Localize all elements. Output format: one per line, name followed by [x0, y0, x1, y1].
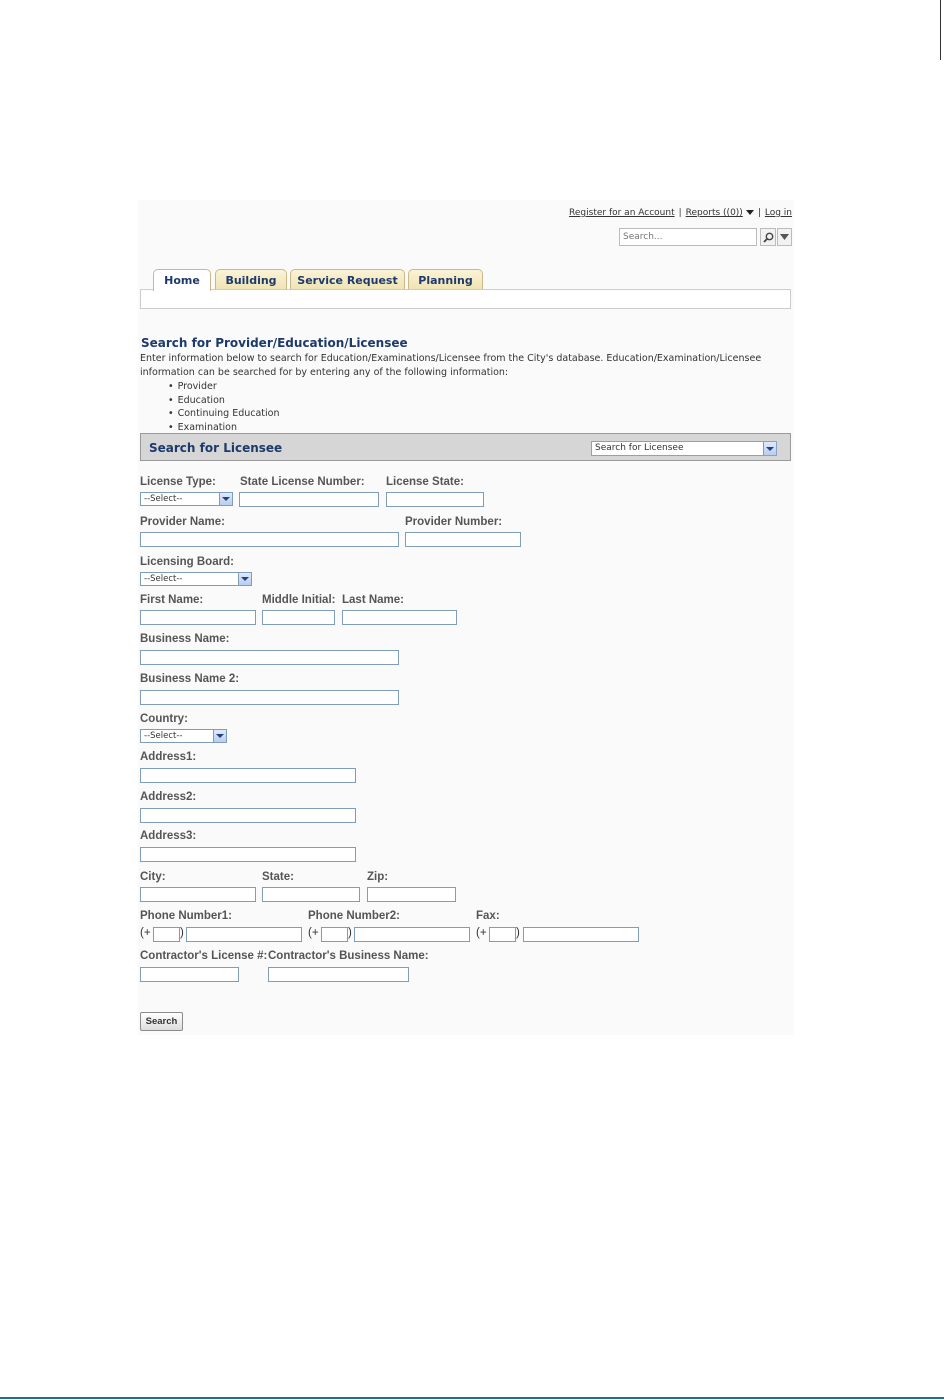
address2-label: Address2:	[140, 791, 197, 803]
phone2-suffix: )	[348, 927, 352, 939]
list-item: • Education	[168, 394, 280, 408]
provider-name-label: Provider Name:	[140, 516, 226, 528]
chevron-down-icon	[763, 442, 776, 455]
business-name-2-label: Business Name 2:	[140, 673, 240, 685]
contractor-business-label: Contractor's Business Name:	[268, 950, 429, 962]
tab-planning[interactable]: Planning	[408, 269, 483, 290]
address1-label: Address1:	[140, 751, 197, 763]
business-name-2-input[interactable]	[140, 690, 399, 705]
address3-input[interactable]	[140, 847, 356, 862]
licensing-board-select[interactable]	[140, 572, 252, 586]
reports-dropdown-icon[interactable]	[746, 210, 754, 215]
page-description: Enter information below to search for Education/Examinations/Licensee from the City's database. Education/Examination/Licensee information can be searched for by entering any of the following information:	[140, 353, 762, 378]
list-item: • Provider	[168, 380, 280, 394]
tab-service-request[interactable]: Service Request	[290, 269, 405, 290]
list-item: • Continuing Education	[168, 407, 280, 421]
provider-number-label: Provider Number:	[405, 516, 503, 528]
address1-input[interactable]	[140, 768, 356, 783]
phone1-suffix: )	[180, 927, 184, 939]
chevron-down-icon	[219, 493, 232, 505]
global-search-input[interactable]	[619, 228, 757, 246]
city-label: City:	[140, 871, 166, 883]
chevron-down-icon	[238, 573, 251, 585]
phone2-label: Phone Number2:	[308, 910, 401, 922]
fax-label: Fax:	[476, 910, 500, 922]
first-name-input[interactable]	[140, 610, 256, 625]
tab-content-bar	[140, 289, 791, 309]
search-type-value: Search for Licensee	[595, 443, 684, 453]
fax-country-code-input[interactable]	[489, 927, 516, 942]
city-input[interactable]	[140, 887, 256, 902]
license-type-label: License Type:	[140, 476, 216, 488]
country-value: --Select--	[144, 731, 183, 741]
header-links	[569, 208, 792, 218]
page-footer-rule	[0, 1397, 944, 1399]
phone1-country-code-input[interactable]	[153, 927, 180, 942]
last-name-label: Last Name:	[342, 594, 404, 606]
phone1-label: Phone Number1:	[140, 910, 233, 922]
provider-number-input[interactable]	[405, 532, 521, 547]
provider-name-input[interactable]	[140, 532, 399, 547]
chevron-down-icon	[213, 730, 226, 742]
app-screenshot	[138, 200, 794, 1035]
phone2-country-code-input[interactable]	[321, 927, 348, 942]
search-options-chevron-icon[interactable]	[777, 228, 792, 246]
link-separator: |	[678, 208, 682, 218]
link-separator: |	[757, 208, 761, 218]
login-link[interactable]: Log in	[764, 208, 792, 218]
reports-link[interactable]: Reports ((0))	[685, 208, 743, 218]
contractor-license-label: Contractor's License #:	[140, 950, 268, 962]
phone1-input[interactable]	[186, 927, 302, 942]
license-state-label: License State:	[386, 476, 464, 488]
search-button[interactable]: Search	[140, 1012, 183, 1031]
business-name-input[interactable]	[140, 650, 399, 665]
register-link[interactable]: Register for an Account	[569, 208, 675, 218]
search-type-select[interactable]	[591, 441, 777, 456]
phone2-input[interactable]	[354, 927, 470, 942]
fax-suffix: )	[516, 927, 520, 939]
address2-input[interactable]	[140, 808, 356, 823]
middle-initial-input[interactable]	[262, 610, 335, 625]
tab-building[interactable]: Building	[215, 269, 287, 290]
license-type-select[interactable]	[140, 492, 233, 506]
first-name-label: First Name:	[140, 594, 204, 606]
contractor-business-input[interactable]	[268, 967, 409, 982]
page-title: Search for Provider/Education/Licensee	[141, 336, 408, 350]
search-icon[interactable]	[760, 228, 776, 246]
state-label: State:	[262, 871, 294, 883]
license-type-value: --Select--	[144, 494, 183, 504]
zip-label: Zip:	[367, 871, 389, 883]
licensing-board-label: Licensing Board:	[140, 556, 234, 568]
phone1-prefix: (+	[140, 927, 151, 939]
country-label: Country:	[140, 713, 188, 725]
state-input[interactable]	[262, 887, 360, 902]
licensing-board-value: --Select--	[144, 574, 183, 584]
page-edge-rule	[940, 0, 941, 60]
country-select[interactable]	[140, 729, 227, 743]
list-item: • Examination	[168, 421, 280, 433]
search-options-list	[138, 378, 794, 432]
state-license-number-label: State License Number:	[240, 476, 365, 488]
fax-input[interactable]	[523, 927, 639, 942]
tab-home[interactable]: Home	[153, 269, 211, 291]
section-header	[140, 433, 791, 461]
phone2-prefix: (+	[308, 927, 319, 939]
last-name-input[interactable]	[342, 610, 457, 625]
contractor-license-input[interactable]	[140, 967, 239, 982]
address3-label: Address3:	[140, 830, 197, 842]
middle-initial-label: Middle Initial:	[262, 594, 336, 606]
section-title: Search for Licensee	[149, 441, 283, 455]
fax-prefix: (+	[476, 927, 487, 939]
business-name-label: Business Name:	[140, 633, 230, 645]
state-license-number-input[interactable]	[239, 492, 379, 507]
zip-input[interactable]	[367, 887, 456, 902]
license-state-input[interactable]	[386, 492, 484, 507]
